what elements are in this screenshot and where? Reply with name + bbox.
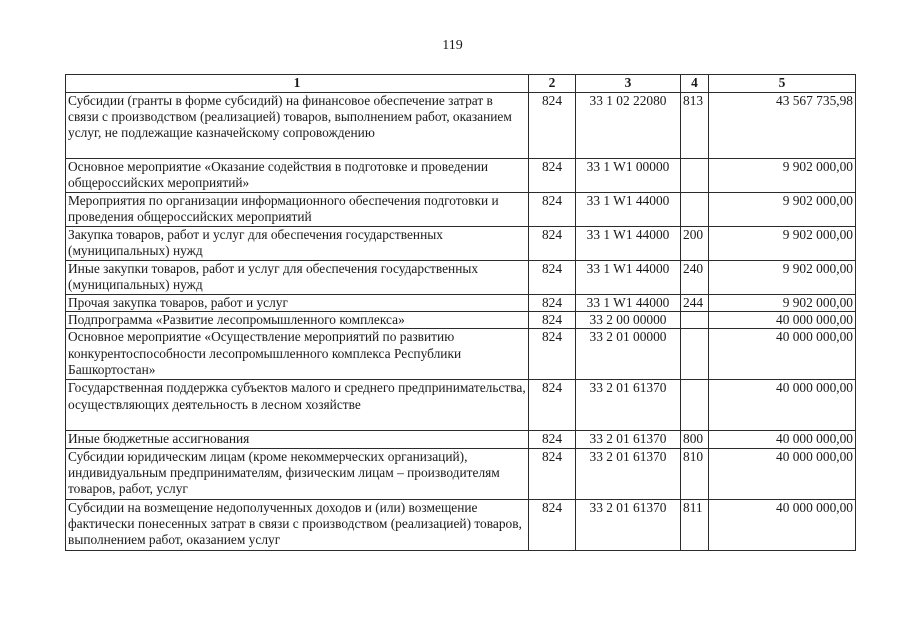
row-amount-cell: 40 000 000,00 <box>709 448 856 499</box>
table-body <box>66 93 856 551</box>
row-amount-cell: 43 567 735,98 <box>709 93 856 159</box>
row-csr-cell: 33 2 01 61370 <box>576 431 681 448</box>
row-grbs-cell: 824 <box>529 380 576 431</box>
row-amount-cell: 9 902 000,00 <box>709 261 856 295</box>
table-header <box>66 75 856 93</box>
row-csr-cell: 33 1 W1 44000 <box>576 227 681 261</box>
row-amount-cell: 40 000 000,00 <box>709 380 856 431</box>
row-vr-cell <box>681 159 709 193</box>
row-amount-cell: 40 000 000,00 <box>709 499 856 550</box>
row-vr-cell: 810 <box>681 448 709 499</box>
row-vr-cell <box>681 380 709 431</box>
row-grbs-cell: 824 <box>529 448 576 499</box>
row-name-cell: Подпрограмма «Развитие лесопромышленного комплекса» <box>66 312 529 329</box>
row-grbs-cell: 824 <box>529 295 576 312</box>
row-vr-cell: 240 <box>681 261 709 295</box>
row-csr-cell: 33 1 W1 00000 <box>576 159 681 193</box>
row-csr-cell: 33 2 01 61370 <box>576 380 681 431</box>
row-vr-cell <box>681 193 709 227</box>
row-grbs-cell: 824 <box>529 431 576 448</box>
row-vr-cell: 811 <box>681 499 709 550</box>
row-csr-cell: 33 1 W1 44000 <box>576 295 681 312</box>
row-grbs-cell: 824 <box>529 312 576 329</box>
row-name-cell: Закупка товаров, работ и услуг для обеспечения государственных (муниципальных) нужд <box>66 227 529 261</box>
row-amount-cell: 9 902 000,00 <box>709 295 856 312</box>
row-amount-cell: 9 902 000,00 <box>709 159 856 193</box>
row-name-cell: Основное мероприятие «Оказание содействия в подготовке и проведении общероссийских мероприятий» <box>66 159 529 193</box>
row-vr-cell <box>681 312 709 329</box>
row-name-cell: Субсидии на возмещение недополученных доходов и (или) возмещение фактически понесенных затрат в связи с производством (реализацией) товаров, выполнением работ, оказанием услуг <box>66 499 529 550</box>
row-name-cell: Субсидии юридическим лицам (кроме некоммерческих организаций), индивидуальным предпринимателям, физическим лицам – производителям товаров, работ, услуг <box>66 448 529 499</box>
row-grbs-cell: 824 <box>529 93 576 159</box>
table-row <box>66 227 856 261</box>
row-name-cell: Основное мероприятие «Осуществление мероприятий по развитию конкурентоспособности лесопромышленного комплекса Республики Башкортостан» <box>66 329 529 380</box>
row-name-cell: Прочая закупка товаров, работ и услуг <box>66 295 529 312</box>
header-row <box>66 75 856 93</box>
row-name-cell: Мероприятия по организации информационного обеспечения подготовки и проведения общероссийских мероприятий <box>66 193 529 227</box>
table-row <box>66 499 856 550</box>
row-grbs-cell: 824 <box>529 227 576 261</box>
table-row <box>66 312 856 329</box>
row-vr-cell: 813 <box>681 93 709 159</box>
row-amount-cell: 40 000 000,00 <box>709 312 856 329</box>
table-row <box>66 159 856 193</box>
header-vr-column: 4 <box>681 75 709 93</box>
table-row <box>66 448 856 499</box>
table-row <box>66 431 856 448</box>
row-csr-cell: 33 1 02 22080 <box>576 93 681 159</box>
row-amount-cell: 40 000 000,00 <box>709 431 856 448</box>
row-csr-cell: 33 2 01 00000 <box>576 329 681 380</box>
row-vr-cell: 244 <box>681 295 709 312</box>
row-name-cell: Иные бюджетные ассигнования <box>66 431 529 448</box>
row-grbs-cell: 824 <box>529 329 576 380</box>
table-row <box>66 261 856 295</box>
table-row <box>66 295 856 312</box>
row-vr-cell: 800 <box>681 431 709 448</box>
row-grbs-cell: 824 <box>529 499 576 550</box>
header-grbs-column: 2 <box>529 75 576 93</box>
row-vr-cell <box>681 329 709 380</box>
row-csr-cell: 33 1 W1 44000 <box>576 261 681 295</box>
row-vr-cell: 200 <box>681 227 709 261</box>
row-csr-cell: 33 2 01 61370 <box>576 448 681 499</box>
row-grbs-cell: 824 <box>529 159 576 193</box>
row-amount-cell: 9 902 000,00 <box>709 193 856 227</box>
row-csr-cell: 33 2 00 00000 <box>576 312 681 329</box>
table-row <box>66 193 856 227</box>
row-name-cell: Иные закупки товаров, работ и услуг для обеспечения государственных (муниципальных) нужд <box>66 261 529 295</box>
header-csr-column: 3 <box>576 75 681 93</box>
budget-table <box>65 74 856 551</box>
row-amount-cell: 40 000 000,00 <box>709 329 856 380</box>
table-row <box>66 329 856 380</box>
row-amount-cell: 9 902 000,00 <box>709 227 856 261</box>
row-grbs-cell: 824 <box>529 193 576 227</box>
page-number: 119 <box>442 38 463 53</box>
table-row <box>66 380 856 431</box>
table-row <box>66 93 856 159</box>
header-name-column: 1 <box>66 75 529 93</box>
row-name-cell: Субсидии (гранты в форме субсидий) на финансовое обеспечение затрат в связи с производством (реализацией) товаров, выполнением работ, оказанием услуг, не подлежащие казначейскому сопровождению <box>66 93 529 159</box>
row-grbs-cell: 824 <box>529 261 576 295</box>
header-amount-column: 5 <box>709 75 856 93</box>
row-name-cell: Государственная поддержка субъектов малого и среднего предпринимательства, осуществляющих деятельность в лесном хозяйстве <box>66 380 529 431</box>
row-csr-cell: 33 1 W1 44000 <box>576 193 681 227</box>
row-csr-cell: 33 2 01 61370 <box>576 499 681 550</box>
